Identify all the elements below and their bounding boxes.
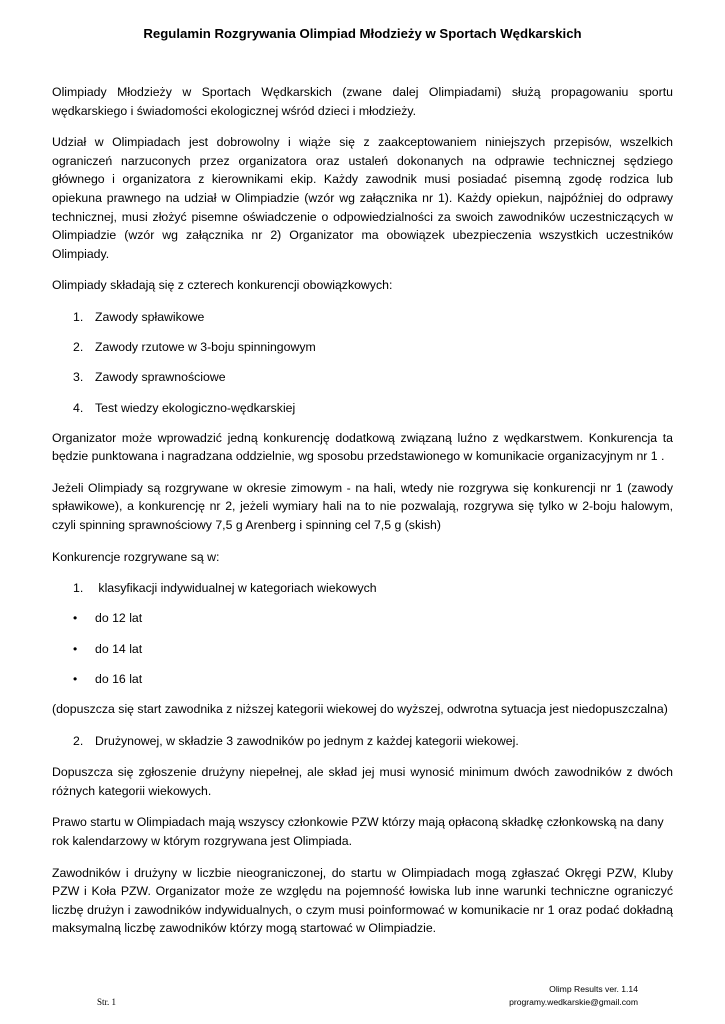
competitions-list [52, 308, 673, 417]
list-item [52, 732, 673, 751]
eligibility-paragraph: Prawo startu w Olimpiadach mają wszyscy członkowie PZW którzy mają opłaconą składkę członkowską na dany rok kalendarzowy w którym rozgrywana jest Olimpiada. [52, 815, 664, 848]
classification-list [52, 579, 673, 688]
bullet-icon: • [73, 671, 78, 686]
competitions-intro: Olimpiady składają się z czterech konkurencji obowiązkowych: [52, 278, 393, 293]
classification-intro: Konkurencje rozgrywane są w: [52, 549, 220, 564]
participation-paragraph: Udział w Olimpiadach jest dobrowolny i wiąże się z zaakceptowaniem niniejszych przepisów, wszelkich ograniczeń narzuconych przez organizatora oraz ustaleń dokonanych na odprawie technicznej sędziego głównego i organizatora z kierownikami ekip. Każdy zawodnik musi posiadać pisemną zgodę rodzica lub opiekuna prawnego na udział w Olimpiadzie (wzór wg załącznika nr 1). Każdy opiekun, najpóźniej do odprawy technicznej, musi złożyć pisemne oświadczenie o odpowiedzialności za swoich zawodników uczestniczących w Olimpiadzie (wzór wg załącznika nr 2) Organizator ma obowiązek ubezpieczenia wszystkich uczestników Olimpiady. [52, 135, 673, 261]
list-number: 1. [73, 581, 84, 596]
list-number: 2. [73, 340, 84, 355]
registration-paragraph: Zawodników i drużyny w liczbie nieograniczonej, do startu w Olimpiadach mogą zgłaszać Okręgi PZW, Kluby PZW i Koła PZW. Organizator może ze względu na pojemność łowiska lub inne warunki techniczne ograniczyć liczbę drużyn i zawodników indywidualnych, o czym musi poinformować w komunikacie nr 1 oraz podać dokładną maksymalną liczbę zawodników którzy mogą startować w Olimpiadzie. [52, 865, 673, 936]
list-number: 4. [73, 400, 84, 415]
list-text: Zawody spławikowe [95, 309, 205, 324]
list-text: Test wiedzy ekologiczno-wędkarskiej [95, 400, 296, 415]
age-group-item [52, 640, 673, 659]
list-text: Drużynowej, w składzie 3 zawodników po jednym z każdej kategorii wiekowej. [95, 733, 519, 748]
age-note-paragraph: (dopuszcza się start zawodnika z niższej kategorii wiekowej do wyższej, odwrotna sytuacja jest niedopuszczalna) [52, 702, 668, 716]
age-group-label: do 16 lat [95, 671, 143, 686]
bullet-icon: • [73, 611, 78, 626]
list-number: 1. [73, 309, 84, 324]
list-number: 3. [73, 370, 84, 385]
list-text: klasyfikacji indywidualnej w kategoriach wiekowych [95, 581, 377, 596]
list-text: Zawody sprawnościowe [95, 370, 226, 385]
list-item [52, 579, 673, 598]
age-group-label: do 14 lat [95, 641, 143, 656]
document-title: Regulamin Rozgrywania Olimpiad Młodzieży w Sportach Wędkarskich [143, 26, 582, 41]
list-text: Zawody rzutowe w 3-boju spinningowym [95, 340, 316, 355]
list-number: 2. [73, 733, 84, 748]
age-group-label: do 12 lat [95, 611, 143, 626]
footer-version: Olimp Results ver. 1.14 [549, 984, 638, 994]
bullet-icon: • [73, 641, 78, 656]
incomplete-team-paragraph: Dopuszcza się zgłoszenie drużyny niepełnej, ale skład jej musi wynosić minimum dwóch zawodników z dwóch różnych kategorii wiekowych. [52, 765, 673, 798]
page-number: Str. 1 [97, 997, 117, 1007]
list-item [52, 368, 673, 387]
list-item [52, 399, 673, 418]
age-group-item [52, 670, 673, 689]
age-group-item [52, 609, 673, 628]
footer-email: programy.wedkarskie@gmail.com [509, 997, 638, 1007]
extra-competition-paragraph: Organizator może wprowadzić jedną konkurencję dodatkową związaną luźno z wędkarstwem. Konkurencja ta będzie punktowana i nagradzana oddzielnie, wg sposobu przedstawionego w komunikacie organizacyjnym nr 1 . [52, 430, 673, 464]
document-body [52, 83, 673, 951]
list-item [52, 308, 673, 327]
footer-info [509, 983, 638, 1009]
winter-paragraph: Jeżeli Olimpiady są rozgrywane w okresie zimowym - na hali, wtedy nie rozgrywa się konkurencji nr 1 (zawody spławikowe), a konkurencję nr 2, jeżeli wymiary hali na to nie pozwalają, rozgrywa się tylko w 2-boju halowym, czyli spinning sprawnościowy 7,5 g Arenberg i spinning cel 7,5 g (skish) [52, 480, 673, 533]
intro-paragraph: Olimpiady Młodzieży w Sportach Wędkarskich (zwane dalej Olimpiadami) służą propagowaniu sportu wędkarskiego i świadomości ekologicznej wśród dzieci i młodzieży. [52, 85, 673, 118]
list-item [52, 338, 673, 357]
